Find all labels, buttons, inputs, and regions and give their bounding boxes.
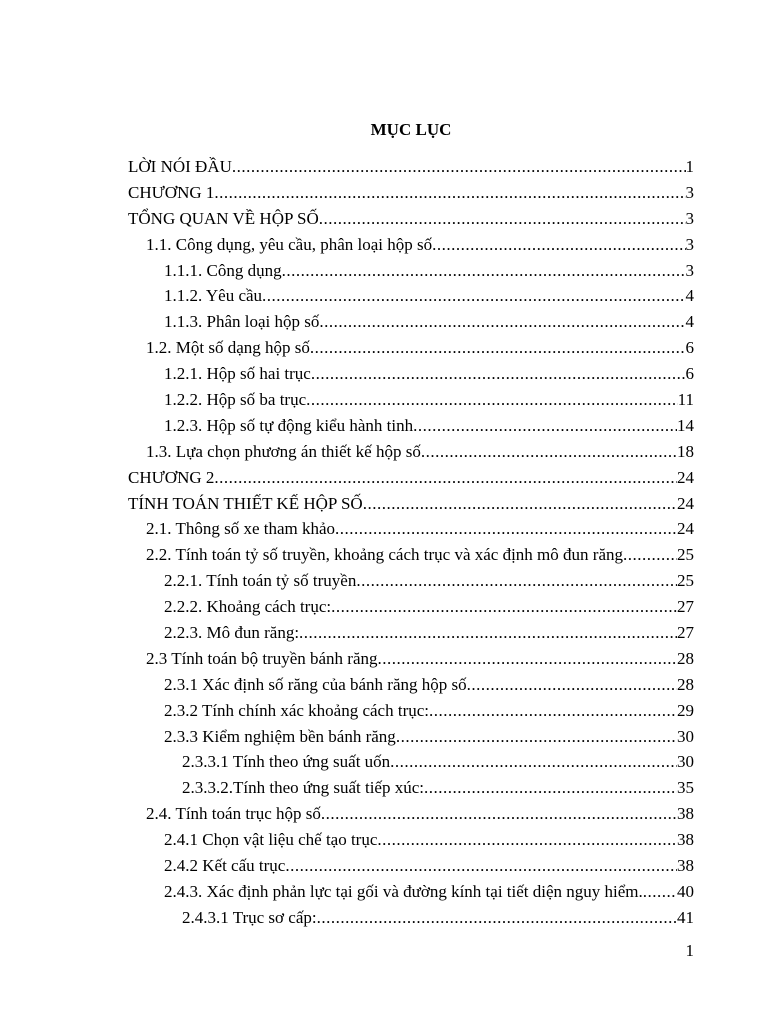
toc-entry-page: 30 <box>677 726 694 746</box>
toc-entry[interactable] <box>128 698 694 724</box>
toc-entry-label: 2.2.2. Khoảng cách trục: <box>164 597 332 617</box>
toc-entry-label: 2.3.3.1 Tính theo ứng suất uốn <box>182 752 391 772</box>
toc-entry-page: 1 <box>685 156 694 176</box>
toc-entry[interactable] <box>128 309 694 335</box>
toc-entry-page: 18 <box>677 441 694 461</box>
toc-entry-page: 4 <box>685 312 694 332</box>
toc-dot-leader <box>363 494 677 514</box>
toc-dot-leader <box>413 416 677 436</box>
toc-entry-page: 24 <box>677 493 694 513</box>
toc-dot-leader <box>321 804 677 824</box>
toc-dot-leader <box>335 519 677 539</box>
toc-dot-leader <box>317 908 677 928</box>
toc-entry-page: 24 <box>677 467 694 487</box>
toc-entry[interactable] <box>128 672 694 698</box>
toc-entry-page: 38 <box>677 830 694 850</box>
toc-entry-page: 38 <box>677 855 694 875</box>
toc-dot-leader <box>311 364 686 384</box>
toc-dot-leader <box>643 882 677 902</box>
toc-entry-page: 35 <box>677 778 694 798</box>
toc-dot-leader <box>232 157 686 177</box>
toc-entry-label: 1.2. Một số dạng hộp số <box>146 338 310 358</box>
toc-entry-page: 14 <box>677 415 694 435</box>
toc-entry-label: 2.2. Tính toán tỷ số truyền, khoảng cách trục và xác định mô đun răng <box>146 545 623 565</box>
toc-entry-page: 29 <box>677 700 694 720</box>
toc-entry-page: 40 <box>677 881 694 901</box>
toc-entry[interactable] <box>128 154 694 180</box>
toc-entry[interactable] <box>128 775 694 801</box>
toc-entry-label: 1.1.1. Công dụng <box>164 260 282 280</box>
toc-entry-page: 25 <box>677 571 694 591</box>
toc-dot-leader <box>429 701 677 721</box>
toc-entry-label: CHƯƠNG 2 <box>128 467 215 487</box>
toc-entry[interactable] <box>128 724 694 750</box>
toc-entry[interactable] <box>128 542 694 568</box>
toc-entry[interactable] <box>128 361 694 387</box>
toc-entry[interactable] <box>128 232 694 258</box>
toc-entry[interactable] <box>128 465 694 491</box>
toc-entry-page: 3 <box>685 260 694 280</box>
toc-entry-page: 27 <box>677 622 694 642</box>
toc-entry-page: 27 <box>677 597 694 617</box>
toc-entry-label: 2.1. Thông số xe tham khảo <box>146 519 336 539</box>
toc-entry-label: 2.4.3. Xác định phản lực tại gối và đường kính tại tiết diện nguy hiểm. <box>164 881 643 901</box>
toc-entry[interactable] <box>128 620 694 646</box>
toc-dot-leader <box>396 727 677 747</box>
toc-dot-leader <box>306 390 678 410</box>
toc-entry-page: 3 <box>685 208 694 228</box>
toc-entry[interactable] <box>128 439 694 465</box>
toc-entry-label: 2.3.1 Xác định số răng của bánh răng hộp số <box>164 674 467 694</box>
toc-dot-leader <box>214 468 677 488</box>
toc-dot-leader <box>285 856 677 876</box>
toc-dot-leader <box>310 338 686 358</box>
toc-entry-label: 2.3 Tính toán bộ truyền bánh răng <box>146 648 378 668</box>
toc-entry-page: 3 <box>685 234 694 254</box>
toc-dot-leader <box>378 649 677 669</box>
toc-entry-page: 24 <box>677 519 694 539</box>
toc-entry[interactable] <box>128 905 694 931</box>
toc-entry-label: 2.3.2 Tính chính xác khoảng cách trục: <box>164 700 429 720</box>
toc-dot-leader <box>421 442 677 462</box>
toc-entry-label: 1.1.3. Phân loại hộp số <box>164 312 320 332</box>
toc-entry-label: 1.2.3. Hộp số tự động kiểu hành tinh <box>164 415 414 435</box>
toc-entry-page: 3 <box>685 182 694 202</box>
toc-entry-page: 28 <box>677 674 694 694</box>
toc-entry[interactable] <box>128 413 694 439</box>
toc-entry[interactable] <box>128 801 694 827</box>
page-title: MỤC LỤC <box>370 120 452 139</box>
toc-entry-label: TÍNH TOÁN THIẾT KẾ HỘP SỐ <box>128 493 363 513</box>
toc-entry-label: 2.3.3.2.Tính theo ứng suất tiếp xúc: <box>182 778 424 798</box>
toc-entry-label: 2.4.1 Chọn vật liệu chế tạo trục <box>164 830 378 850</box>
toc-entry-page: 41 <box>677 907 694 927</box>
toc-entry-label: CHƯƠNG 1 <box>128 182 215 202</box>
toc-dot-leader <box>377 830 677 850</box>
toc-entry-page: 11 <box>677 389 694 409</box>
toc-entry[interactable] <box>128 335 694 361</box>
toc-entry[interactable] <box>128 180 694 206</box>
toc-dot-leader <box>424 778 677 798</box>
toc-entry-label: TỔNG QUAN VỀ HỘP SỐ <box>128 208 319 228</box>
toc-entry-label: 2.4.2 Kết cấu trục <box>164 855 286 875</box>
toc-entry-label: 1.2.1. Hộp số hai trục <box>164 364 311 384</box>
toc-entry[interactable] <box>128 258 694 284</box>
toc-dot-leader <box>331 597 677 617</box>
toc-entry[interactable] <box>128 827 694 853</box>
toc-entry-label: 2.4.3.1 Trục sơ cấp: <box>182 907 317 927</box>
toc-dot-leader <box>467 675 677 695</box>
toc-entry-page: 38 <box>677 804 694 824</box>
toc-entry[interactable] <box>128 749 694 775</box>
toc-dot-leader <box>432 235 685 255</box>
toc-dot-leader <box>623 545 677 565</box>
toc-entry-label: 2.2.1. Tính toán tỷ số truyền <box>164 571 357 591</box>
toc-entry-label: 1.3. Lựa chọn phương án thiết kế hộp số <box>146 441 421 461</box>
toc-dot-leader <box>214 183 685 203</box>
toc-entry-label: LỜI NÓI ĐẦU <box>128 156 232 176</box>
toc-dot-leader <box>282 261 686 281</box>
toc-entry[interactable] <box>128 879 694 905</box>
toc-entry-label: 1.1.2. Yêu cầu <box>164 286 263 306</box>
toc-entry-page: 25 <box>677 545 694 565</box>
toc-entry[interactable] <box>128 387 694 413</box>
toc-entry-page: 6 <box>685 364 694 384</box>
toc-entry[interactable] <box>128 283 694 309</box>
toc-dot-leader <box>319 209 686 229</box>
toc-entry-label: 1.1. Công dụng, yêu cầu, phân loại hộp số <box>146 234 433 254</box>
toc-entry-page: 30 <box>677 752 694 772</box>
toc-entry[interactable] <box>128 594 694 620</box>
toc-entry-label: 2.4. Tính toán trục hộp số <box>146 804 321 824</box>
toc-entry[interactable] <box>128 568 694 594</box>
toc-dot-leader <box>262 286 685 306</box>
toc-dot-leader <box>319 312 685 332</box>
toc-entry-page: 28 <box>677 648 694 668</box>
toc-entry[interactable] <box>128 646 694 672</box>
toc-dot-leader <box>299 623 677 643</box>
toc-entry[interactable] <box>128 516 694 542</box>
page-number: 1 <box>685 941 694 960</box>
toc-entry-page: 4 <box>685 286 694 306</box>
toc-entry-label: 1.2.2. Hộp số ba trục <box>164 389 307 409</box>
toc-entry-page: 6 <box>685 338 694 358</box>
toc-entry[interactable] <box>128 853 694 879</box>
toc-entry-label: 2.2.3. Mô đun răng: <box>164 622 300 642</box>
toc-dot-leader <box>390 752 677 772</box>
toc-entry[interactable] <box>128 206 694 232</box>
toc-entry[interactable] <box>128 491 694 517</box>
toc-entry-label: 2.3.3 Kiểm nghiệm bền bánh răng <box>164 726 396 746</box>
table-of-contents <box>128 154 694 931</box>
toc-dot-leader <box>356 571 677 591</box>
